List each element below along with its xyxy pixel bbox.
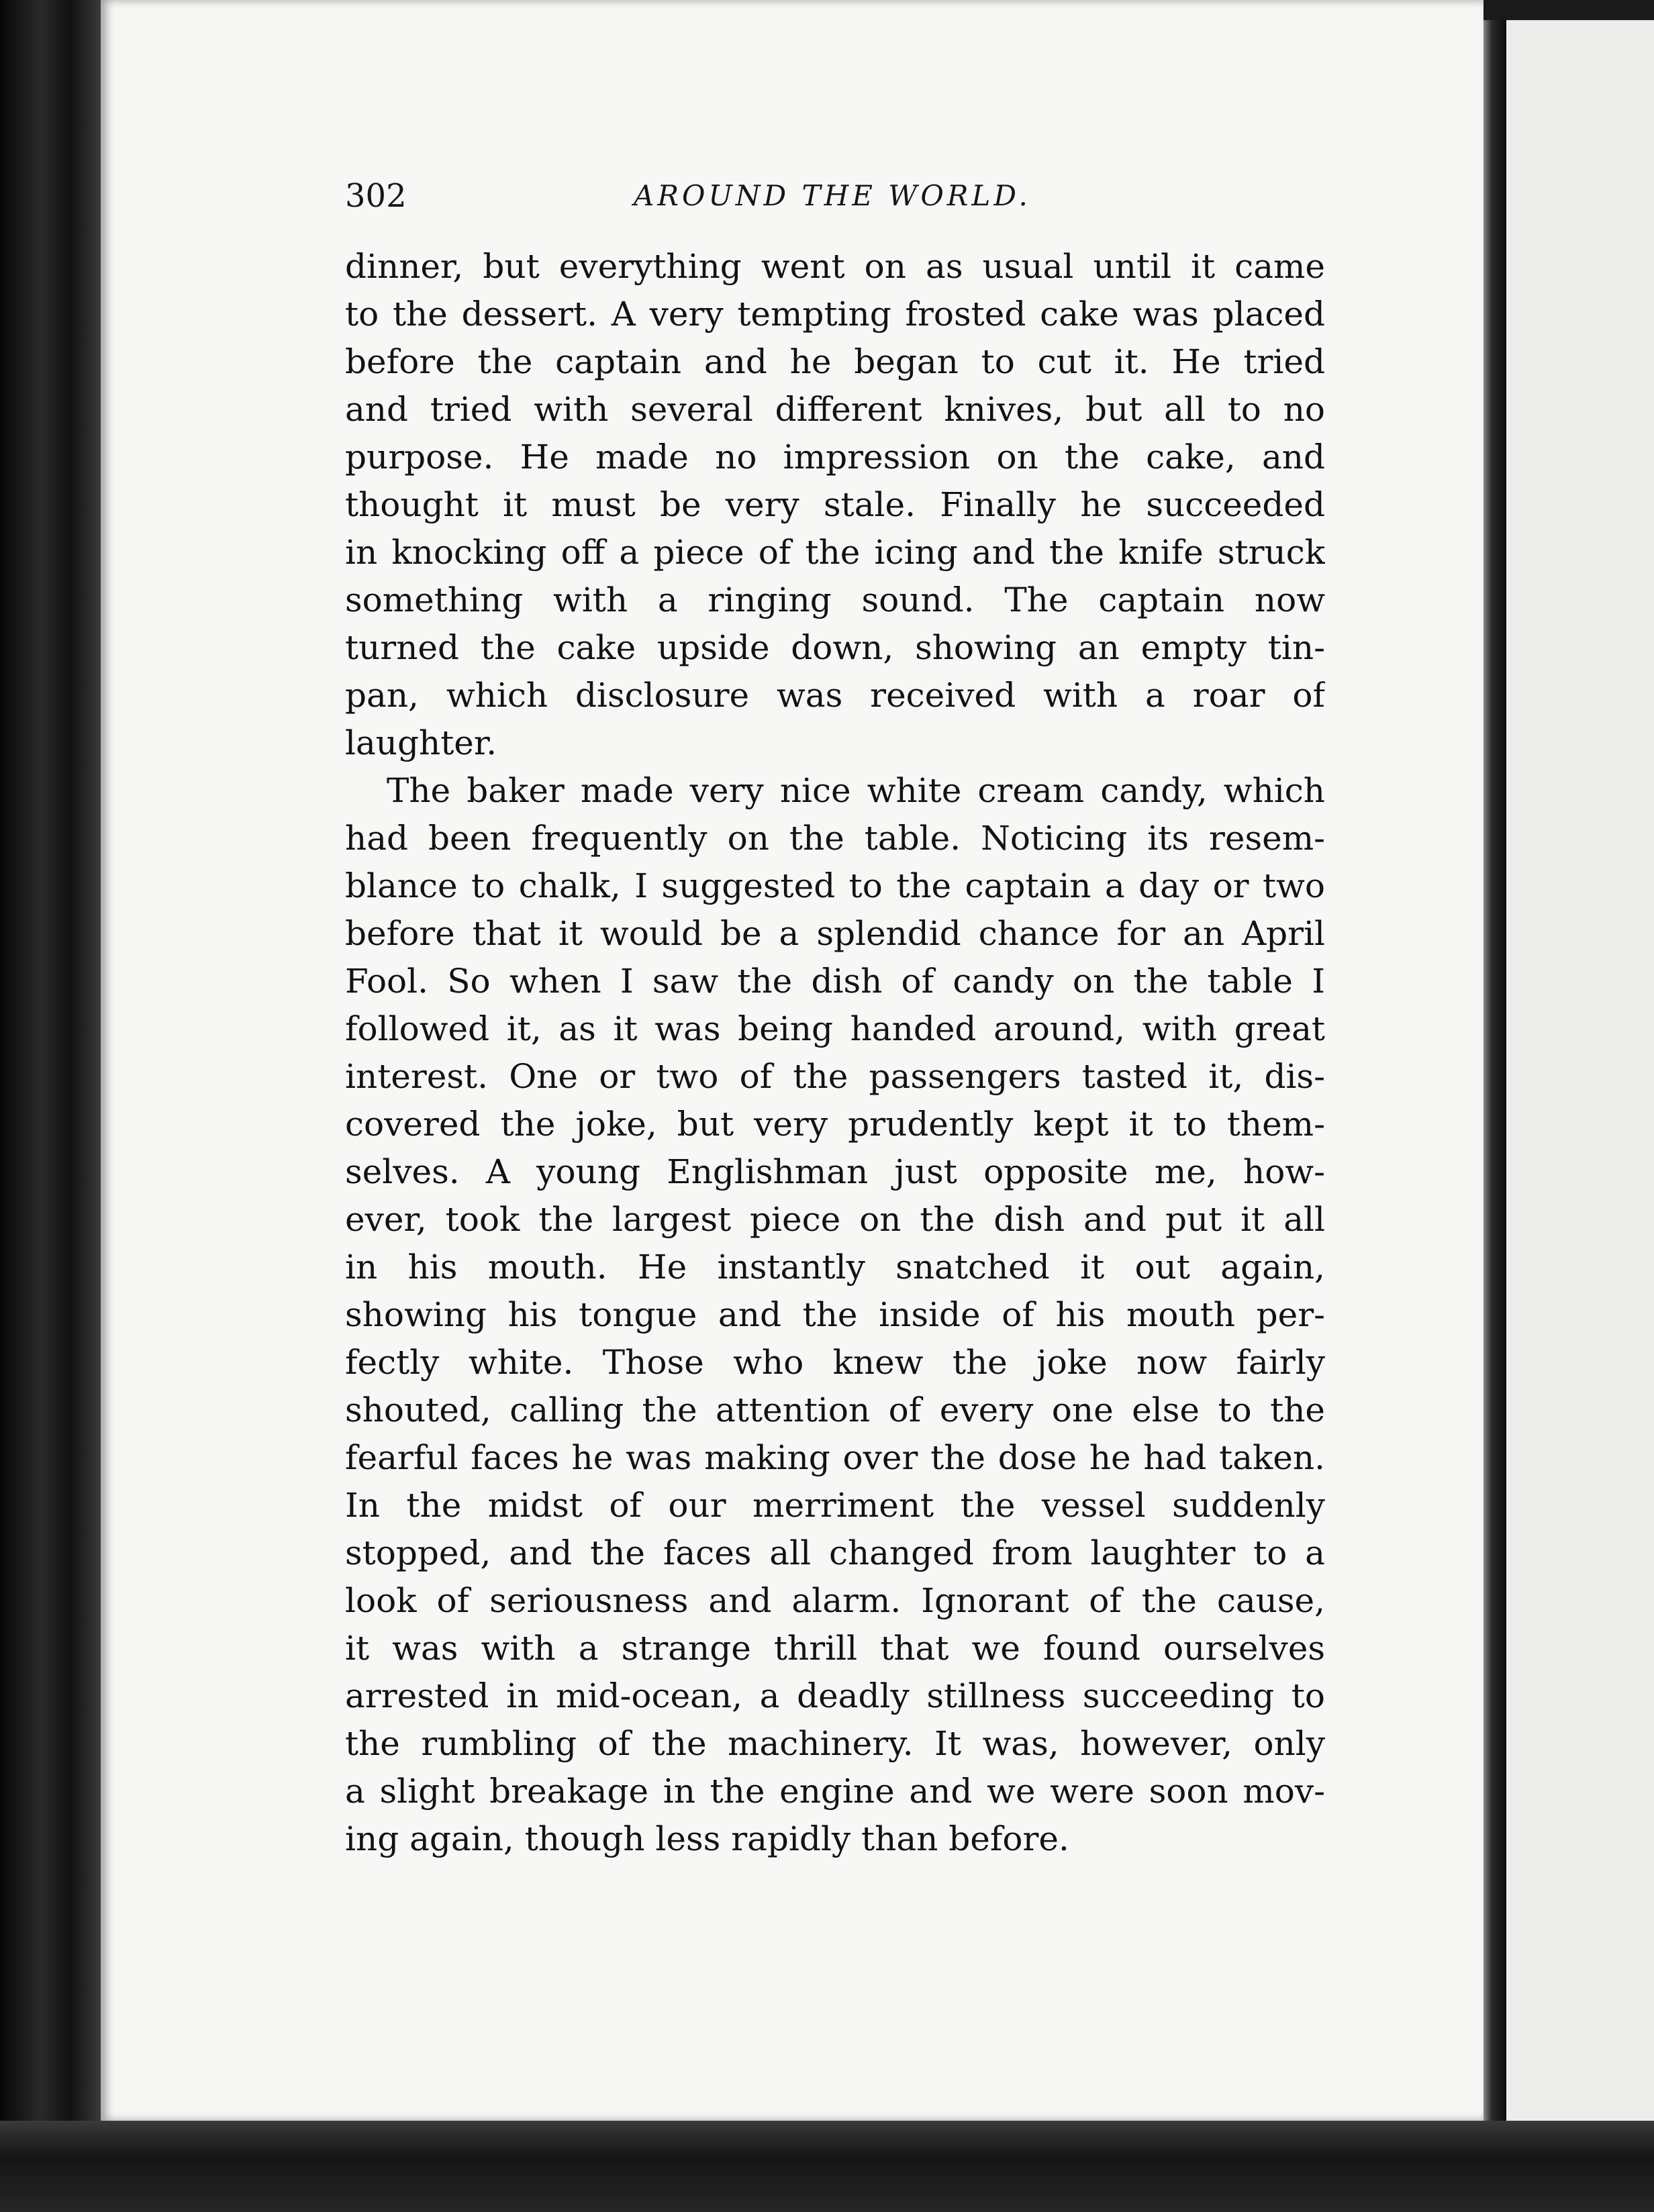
facing-page-edge [1506, 20, 1654, 2121]
text-line: followed it, as it was being handed around, with great [345, 1009, 1325, 1048]
running-head: AROUND THE WORLD. [634, 179, 1031, 212]
text-line: selves. A young Englishman just opposite me, how- [345, 1152, 1325, 1191]
text-line: purpose. He made no impression on the cake, and [345, 438, 1325, 476]
text-line: in knocking off a piece of the icing and the knife struck [345, 533, 1325, 572]
text-line: it was with a strange thrill that we found ourselves [345, 1629, 1325, 1668]
text-line: The baker made very nice white cream candy, which [387, 771, 1325, 810]
text-line: had been frequently on the table. Noticing its resem- [345, 819, 1325, 858]
text-line: dinner, but everything went on as usual until it came [345, 247, 1325, 286]
text-line: thought it must be very stale. Finally he succeeded [345, 485, 1325, 524]
text-line: blance to chalk, I suggested to the captain a day or two [345, 866, 1325, 905]
text-line: in his mouth. He instantly snatched it out again, [345, 1248, 1325, 1287]
text-line: arrested in mid-ocean, a deadly stillness succeeding to [345, 1676, 1325, 1715]
text-line: the rumbling of the machinery. It was, however, only [345, 1724, 1325, 1763]
book-left-edge [0, 0, 101, 2212]
text-line: ever, took the largest piece on the dish and put it all [345, 1200, 1325, 1239]
book-bottom-edge [0, 2121, 1654, 2212]
text-line: showing his tongue and the inside of his mouth per- [345, 1295, 1325, 1334]
text-line: before that it would be a splendid chance for an April [345, 914, 1325, 953]
text-line: a slight breakage in the engine and we were soon mov- [345, 1772, 1325, 1811]
text-line: and tried with several different knives, but all to no [345, 390, 1325, 429]
text-line: something with a ringing sound. The captain now [345, 581, 1325, 619]
text-line: fectly white. Those who knew the joke now fairly [345, 1343, 1325, 1382]
text-line: ing again, though less rapidly than before. [345, 1819, 1069, 1858]
page-number: 302 [345, 177, 407, 215]
text-line: pan, which disclosure was received with a roar of [345, 676, 1325, 715]
text-line: covered the joke, but very prudently kept it to them- [345, 1105, 1325, 1144]
text-line: before the captain and he began to cut it. He tried [345, 342, 1325, 381]
body-text [345, 243, 1325, 1863]
text-line: look of seriousness and alarm. Ignorant of the cause, [345, 1581, 1325, 1620]
text-line: shouted, calling the attention of every one else to the [345, 1391, 1325, 1429]
text-line: laughter. [345, 723, 497, 762]
page-header [345, 169, 1325, 223]
text-line: to the dessert. A very tempting frosted cake was placed [345, 295, 1325, 334]
text-line: fearful faces he was making over the dose he had taken. [345, 1438, 1325, 1477]
text-line: In the midst of our merriment the vessel suddenly [345, 1486, 1325, 1525]
text-line: stopped, and the faces all changed from laughter to a [345, 1534, 1325, 1572]
book-gutter [1483, 20, 1506, 2121]
text-line: interest. One or two of the passengers tasted it, dis- [345, 1057, 1325, 1096]
text-line: Fool. So when I saw the dish of candy on the table I [345, 962, 1325, 1001]
text-line: turned the cake upside down, showing an empty tin- [345, 628, 1325, 667]
